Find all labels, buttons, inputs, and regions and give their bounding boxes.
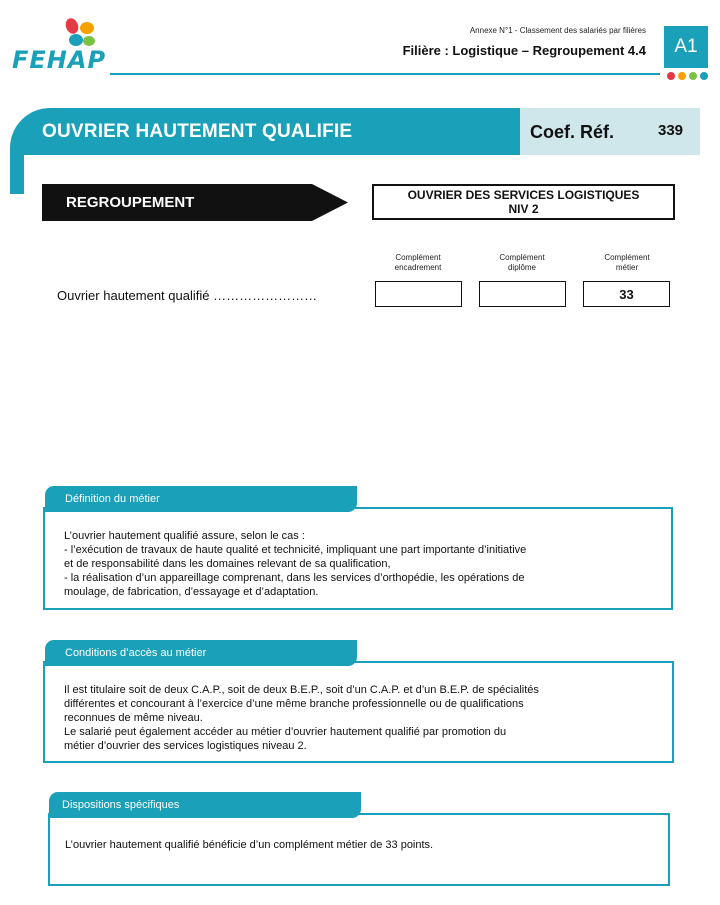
filiere-label: Filière : Logistique – Regroupement 4.4 [402,43,646,58]
coef-label: Coef. Réf. [530,122,615,142]
annexe-label: Annexe N°1 - Classement des salariés par filières [469,26,646,35]
dot-teal [700,72,708,80]
regroupement-label: REGROUPEMENT [66,194,195,211]
coef-value: 339 [658,122,684,139]
dot-green [689,72,697,80]
annex-badge: A1 [664,26,708,68]
regroupement-value-box [372,184,675,220]
complement-metier-value: 33 [583,281,670,307]
conditions-text: Il est titulaire soit de deux C.A.P., soit de deux B.E.P., soit d’un C.A.P. et d’un B.E.P. de spécialités différentes et concourant à l’exercice d’une même branche professionnelle ou de qualifications reconnues de même niveau. Le salarié peut également accéder au métier d’ouvrier hautement qualifié par promotion du métier d’ouvrier des services logistiques niveau 2. [64,684,539,752]
complement-encadrement-value [375,281,462,307]
logo-text: FEHAP [12,46,107,74]
dot-red [667,72,675,80]
color-dots [667,72,708,80]
header-divider [110,73,660,75]
definition-text: L’ouvrier hautement qualifié assure, selon le cas : - l’exécution de travaux de haute qualité et technicité, impliquant une part importante d’initiative et de responsabilité dans les domaines relevant de sa qualification, - la réalisation d’un appareillage comprenant, dans les services d’orthopédie, les opérations de moulage, de fabrication, d’essayage et d’adaptation. [64,530,527,598]
complements-row-label: Ouvrier hautement qualifié …………………… [57,288,318,303]
definition-tab: Définition du métier [45,486,357,512]
dot-orange [678,72,686,80]
complement-metier-header: Complément métier [604,253,650,272]
fehap-logo [12,16,107,76]
complement-encadrement-header: Complément encadrement [394,253,442,272]
title-banner-tail [10,150,24,194]
conditions-tab: Conditions d’accès au métier [45,640,357,666]
job-title: OUVRIER HAUTEMENT QUALIFIE [42,121,353,142]
regroupement-value-line1: OUVRIER DES SERVICES LOGISTIQUES [407,188,640,202]
regroupement-value-line2: NIV 2 [508,202,539,216]
complement-diplome-value [479,281,566,307]
dispositions-text: L’ouvrier hautement qualifié bénéficie d’un complément métier de 33 points. [65,839,434,851]
complement-diplome-header: Complément diplôme [499,253,545,272]
dispositions-tab: Dispositions spécifiques [49,792,361,818]
clover-icon [12,16,102,48]
